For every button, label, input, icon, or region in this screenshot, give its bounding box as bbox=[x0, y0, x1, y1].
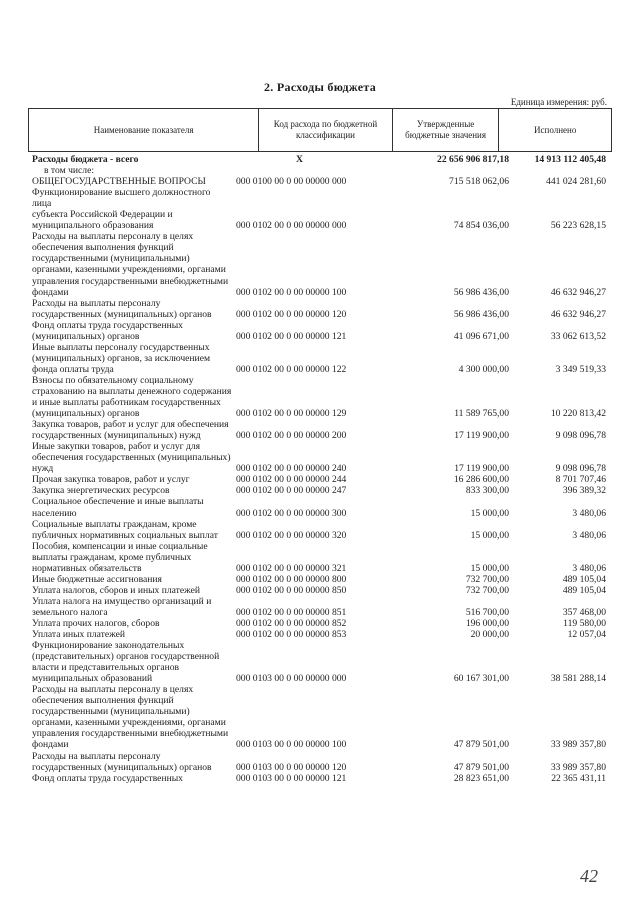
row-name: Уплата налога на имущество организаций и земельного налога bbox=[32, 595, 212, 618]
row-name: Уплата прочих налогов, сборов bbox=[32, 617, 160, 629]
table-body bbox=[0, 154, 640, 784]
row-code: 000 0102 00 0 00 00000 200 bbox=[236, 430, 347, 442]
table-row bbox=[0, 375, 640, 419]
row-name: Пособия, компенсации и иные социальные выплаты гражданам, кроме публичных нормативных обязательств bbox=[32, 540, 208, 574]
row-name: Расходы на выплаты персоналу в целях обеспечения выполнения функций государственными (муниципальными) органами, казенными учреждениями, органами управления государственными внебюджетными фондами bbox=[32, 231, 229, 298]
row-code: 000 0102 00 0 00 00000 240 bbox=[236, 463, 347, 475]
row-code: 000 0102 00 0 00 00000 853 bbox=[236, 629, 347, 641]
row-code: 000 0103 00 0 00 00000 100 bbox=[236, 739, 347, 751]
row-approved: 74 854 036,00 bbox=[453, 220, 509, 232]
table-row bbox=[0, 342, 640, 375]
table-row bbox=[0, 751, 640, 773]
row-approved: 41 096 671,00 bbox=[453, 330, 509, 342]
table-row bbox=[0, 629, 640, 640]
row-executed: 12 057,04 bbox=[567, 629, 606, 641]
row-approved: 732 700,00 bbox=[465, 584, 509, 596]
row-approved: 196 000,00 bbox=[465, 617, 509, 629]
row-executed: 14 913 112 405,48 bbox=[534, 154, 606, 165]
row-name: Закупка товаров, работ и услуг для обеспечения государственных (муниципальных) нужд bbox=[32, 419, 229, 442]
row-name: Социальное обеспечение и иные выплаты населению bbox=[32, 496, 204, 519]
row-code: 000 0102 00 0 00 00000 000 bbox=[236, 220, 347, 232]
row-name: Расходы на выплаты персоналу государственных (муниципальных) органов bbox=[32, 750, 212, 773]
row-name: ОБЩЕГОСУДАРСТВЕННЫЕ ВОПРОСЫ bbox=[32, 176, 206, 188]
row-name: Социальные выплаты гражданам, кроме публичных нормативных социальных выплат bbox=[32, 518, 218, 541]
table-row bbox=[0, 474, 640, 485]
table-row bbox=[0, 618, 640, 629]
row-executed: 3 349 519,33 bbox=[555, 363, 606, 375]
row-name: Расходы бюджета - всего bbox=[32, 154, 139, 165]
table-row bbox=[0, 519, 640, 541]
table-row bbox=[0, 684, 640, 750]
row-approved: 47 879 501,00 bbox=[453, 739, 509, 751]
row-code: 000 0102 00 0 00 00000 852 bbox=[236, 617, 347, 629]
row-code: 000 0102 00 0 00 00000 320 bbox=[236, 529, 347, 541]
table-header bbox=[28, 108, 612, 152]
row-approved: 715 518 062,06 bbox=[449, 176, 509, 188]
row-approved: 15 000,00 bbox=[470, 562, 509, 574]
row-approved: 60 167 301,00 bbox=[453, 673, 509, 685]
table-row bbox=[0, 585, 640, 596]
row-name: Иные закупки товаров, работ и услуг для обеспечения государственных (муниципальных) нужд bbox=[32, 441, 231, 475]
row-code: 000 0102 00 0 00 00000 851 bbox=[236, 606, 347, 618]
unit-label: Единица измерения: руб. bbox=[510, 97, 607, 107]
table-row bbox=[0, 231, 640, 297]
row-approved: 56 986 436,00 bbox=[453, 286, 509, 298]
row-name: Функционирование высшего должностного лица субъекта Российской Федерации и муниципального образования bbox=[32, 187, 211, 232]
table-row bbox=[0, 441, 640, 474]
row-code: 000 0102 00 0 00 00000 321 bbox=[236, 562, 347, 574]
row-approved: 516 700,00 bbox=[465, 606, 509, 618]
row-executed: 357 468,00 bbox=[562, 606, 606, 618]
row-approved: 15 000,00 bbox=[470, 507, 509, 519]
row-approved: 4 300 000,00 bbox=[458, 363, 509, 375]
row-name: Расходы на выплаты персоналу в целях обеспечения выполнения функций государственными (муниципальными) органами, казенными учреждениями, органами управления государственными внебюджетными фондами bbox=[32, 684, 229, 751]
page-number: 42 bbox=[580, 866, 598, 886]
table-row bbox=[0, 298, 640, 320]
row-approved: 732 700,00 bbox=[465, 573, 509, 585]
row-code: 000 0102 00 0 00 00000 120 bbox=[236, 308, 347, 320]
row-code: 000 0102 00 0 00 00000 100 bbox=[236, 286, 347, 298]
row-name: в том числе: bbox=[44, 165, 95, 177]
row-executed: 38 581 288,14 bbox=[550, 673, 606, 685]
row-executed: 119 580,00 bbox=[563, 617, 606, 629]
row-name: Иные бюджетные ассигнования bbox=[32, 573, 162, 585]
row-code: 000 0102 00 0 00 00000 300 bbox=[236, 507, 347, 519]
row-approved: 11 589 765,00 bbox=[454, 408, 509, 420]
row-name: Прочая закупка товаров, работ и услуг bbox=[32, 474, 190, 486]
row-approved: 15 000,00 bbox=[470, 529, 509, 541]
column-header-executed: Исполнено bbox=[534, 124, 577, 135]
row-code: X bbox=[296, 154, 303, 165]
row-code: 000 0102 00 0 00 00000 122 bbox=[236, 363, 347, 375]
row-approved: 28 823 651,00 bbox=[453, 772, 509, 784]
row-executed: 46 632 946,27 bbox=[550, 286, 606, 298]
row-name: Закупка энергетических ресурсов bbox=[32, 485, 170, 497]
row-executed: 56 223 628,15 bbox=[550, 220, 606, 232]
row-approved: 833 300,00 bbox=[465, 485, 509, 497]
row-code: 000 0102 00 0 00 00000 850 bbox=[236, 584, 347, 596]
table-row bbox=[0, 176, 640, 187]
column-header-approved: Утвержденные бюджетные значения bbox=[393, 109, 500, 151]
row-name: Иные выплаты персоналу государственных (муниципальных) органов, за исключением фонда оплаты труда bbox=[32, 341, 211, 375]
row-code: 000 0102 00 0 00 00000 121 bbox=[236, 330, 347, 342]
row-executed: 33 989 357,80 bbox=[550, 739, 606, 751]
row-executed: 46 632 946,27 bbox=[550, 308, 606, 320]
row-executed: 489 105,04 bbox=[562, 584, 606, 596]
row-executed: 3 480,06 bbox=[572, 529, 606, 541]
row-executed: 10 220 813,42 bbox=[550, 408, 606, 420]
row-executed: 22 365 431,11 bbox=[551, 772, 606, 784]
row-approved: 16 286 600,00 bbox=[453, 474, 509, 486]
row-executed: 3 480,06 bbox=[572, 562, 606, 574]
row-name: Уплата налогов, сборов и иных платежей bbox=[32, 584, 201, 596]
row-approved: 17 119 900,00 bbox=[454, 463, 509, 475]
row-approved: 22 656 906 817,18 bbox=[437, 154, 509, 165]
row-approved: 17 119 900,00 bbox=[454, 430, 509, 442]
table-row bbox=[0, 596, 640, 618]
column-header-code: Код расхода по бюджетной классификации bbox=[259, 109, 393, 151]
row-approved: 20 000,00 bbox=[470, 629, 509, 641]
row-executed: 441 024 281,60 bbox=[546, 176, 606, 188]
table-row bbox=[0, 574, 640, 585]
row-code: 000 0103 00 0 00 00000 120 bbox=[236, 761, 347, 773]
row-name: Уплата иных платежей bbox=[32, 629, 126, 641]
table-row bbox=[0, 187, 640, 231]
row-executed: 33 062 613,52 bbox=[550, 330, 606, 342]
table-row bbox=[0, 165, 640, 176]
table-row bbox=[0, 496, 640, 518]
row-name: Расходы на выплаты персоналу государственных (муниципальных) органов bbox=[32, 297, 212, 320]
table-row bbox=[0, 419, 640, 441]
row-code: 000 0103 00 0 00 00000 121 bbox=[236, 772, 347, 784]
row-code: 000 0103 00 0 00 00000 000 bbox=[236, 673, 347, 685]
row-code: 000 0102 00 0 00 00000 247 bbox=[236, 485, 347, 497]
row-executed: 9 098 096,78 bbox=[555, 430, 606, 442]
row-code: 000 0102 00 0 00 00000 800 bbox=[236, 573, 347, 585]
row-code: 000 0102 00 0 00 00000 244 bbox=[236, 474, 347, 486]
row-name: Фонд оплаты труда государственных (муниципальных) органов bbox=[32, 319, 183, 342]
row-code: 000 0102 00 0 00 00000 129 bbox=[236, 408, 347, 420]
row-approved: 47 879 501,00 bbox=[453, 761, 509, 773]
row-code: 000 0100 00 0 00 00000 000 bbox=[236, 176, 347, 188]
table-row bbox=[0, 154, 640, 165]
row-approved: 56 986 436,00 bbox=[453, 308, 509, 320]
section-title: 2. Расходы бюджета bbox=[264, 80, 376, 94]
row-executed: 33 989 357,80 bbox=[550, 761, 606, 773]
row-executed: 8 701 707,46 bbox=[555, 474, 606, 486]
table-row bbox=[0, 773, 640, 784]
table-row bbox=[0, 485, 640, 496]
row-name: Функционирование законодательных (представительных) органов государственной власти и представительных органов муниципальных образований bbox=[32, 640, 220, 685]
row-name: Взносы по обязательному социальному страхованию на выплаты денежного содержания и иные выплаты работникам государственных (муниципальных) органов bbox=[32, 374, 232, 420]
row-executed: 3 480,06 bbox=[572, 507, 606, 519]
row-executed: 489 105,04 bbox=[562, 573, 606, 585]
table-row bbox=[0, 541, 640, 574]
table-row bbox=[0, 320, 640, 342]
row-executed: 396 389,32 bbox=[562, 485, 606, 497]
row-executed: 9 098 096,78 bbox=[555, 463, 606, 475]
row-name: Фонд оплаты труда государственных bbox=[32, 772, 183, 784]
column-header-name: Наименование показателя bbox=[29, 109, 259, 151]
table-row bbox=[0, 640, 640, 684]
